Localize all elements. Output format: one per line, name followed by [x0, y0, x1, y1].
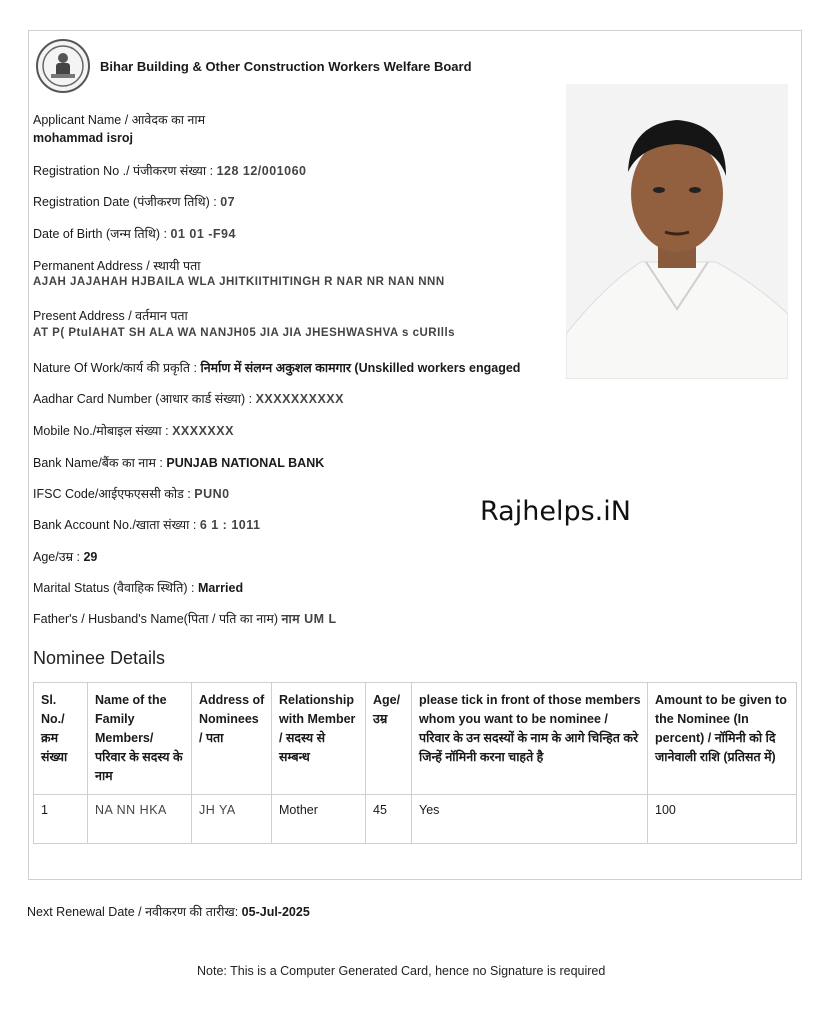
date-of-birth: Date of Birth (जन्म तिथि) : 01 01 -F94 — [33, 227, 236, 241]
col-age: Age/ उम्र — [366, 683, 412, 795]
col-family-member-name: Name of the Family Members/ परिवार के सदस्य के नाम — [88, 683, 192, 795]
registration-date: Registration Date (पंजीकरण तिथि) : 07 — [33, 195, 236, 209]
account-number: Bank Account No./खाता संख्या : 6 1 : 1011 — [33, 518, 261, 532]
aadhar-number: Aadhar Card Number (आधार कार्ड संख्या) : XXXXXXXXXX — [33, 392, 344, 406]
org-name: Bihar Building & Other Construction Workers Welfare Board — [100, 58, 472, 74]
col-amount-percent: Amount to be given to the Nominee (In percent) / नॉमिनी को दि जानेवाली राशि (प्रतिसत में) — [648, 683, 797, 795]
cell-age: 45 — [366, 795, 412, 844]
watermark-text: Rajhelps.iN — [480, 496, 631, 527]
permanent-address-label: Permanent Address / स्थायी पता — [33, 259, 201, 273]
bank-name: Bank Name/बैंक का नाम : PUNJAB NATIONAL BANK — [33, 456, 325, 470]
marital-status: Marital Status (वैवाहिक स्थिति) : Married — [33, 581, 244, 595]
applicant-name-value: mohammad isroj — [33, 131, 134, 145]
applicant-photo — [566, 84, 788, 379]
emblem-icon — [36, 39, 90, 93]
registration-no: Registration No ./ पंजीकरण संख्या : 128⁠⁠ 12/001060 — [33, 164, 307, 178]
applicant-name-label: Applicant Name / आवेदक का नाम — [33, 113, 206, 127]
present-address-label: Present Address / वर्तमान पता — [33, 309, 188, 323]
permanent-address-value: AJAH JAJAHAH HJBAILA WLA JHITKIITHITINGH R NAR NR NAN NNN — [33, 276, 445, 288]
cell-address: JH YA — [192, 795, 272, 844]
next-renewal-date: Next Renewal Date / नवीकरण की तारीख: 05-Jul-2025 — [27, 905, 310, 919]
cell-amount: 100 — [648, 795, 797, 844]
cell-nominee-tick: Yes — [412, 795, 648, 844]
nature-of-work: Nature Of Work/कार्य की प्रकृति : निर्माण में संलग्न अकुशल कामगार (Unskilled workers engaged — [33, 361, 521, 375]
ifsc-code: IFSC Code/आईएफएससी कोड : PUN0 — [33, 487, 230, 501]
nominee-section-title: Nominee Details — [33, 648, 166, 668]
col-relationship: Relationship with Member / सदस्य से सम्बन्ध — [272, 683, 366, 795]
cell-sl-no: 1 — [34, 795, 88, 844]
present-address-value: AT P( PtulAHAT SH ALA WA NANJH05 JIA JIA JHESHWASHVA s cURIlls — [33, 327, 456, 339]
col-nominee-tick: please tick in front of those members whom you want to be nominee / परिवार के उन सदस्यों के नाम के आगे चिन्हित करे जिन्हें नॉमिनी करना चाहते है — [412, 683, 648, 795]
table-row — [34, 795, 797, 844]
col-nominee-address: Address of Nominees / पता — [192, 683, 272, 795]
nominee-table — [33, 682, 797, 844]
col-sl-no: Sl. No./ क्रम संख्या — [34, 683, 88, 795]
card-header — [36, 38, 472, 94]
mobile-number: Mobile No./मोबाइल संख्या : XXXXXXX — [33, 424, 234, 438]
cell-relationship: Mother — [272, 795, 366, 844]
age: Age/उम्र : 29 — [33, 550, 98, 564]
cell-member-name: NA NN HKA — [88, 795, 192, 844]
father-husband-name: Father's / Husband's Name(पिता / पति का नाम) नाम UM L — [33, 612, 337, 626]
computer-generated-note: Note: This is a Computer Generated Card, hence no Signature is required — [197, 964, 606, 978]
nominee-table-header — [34, 683, 797, 795]
